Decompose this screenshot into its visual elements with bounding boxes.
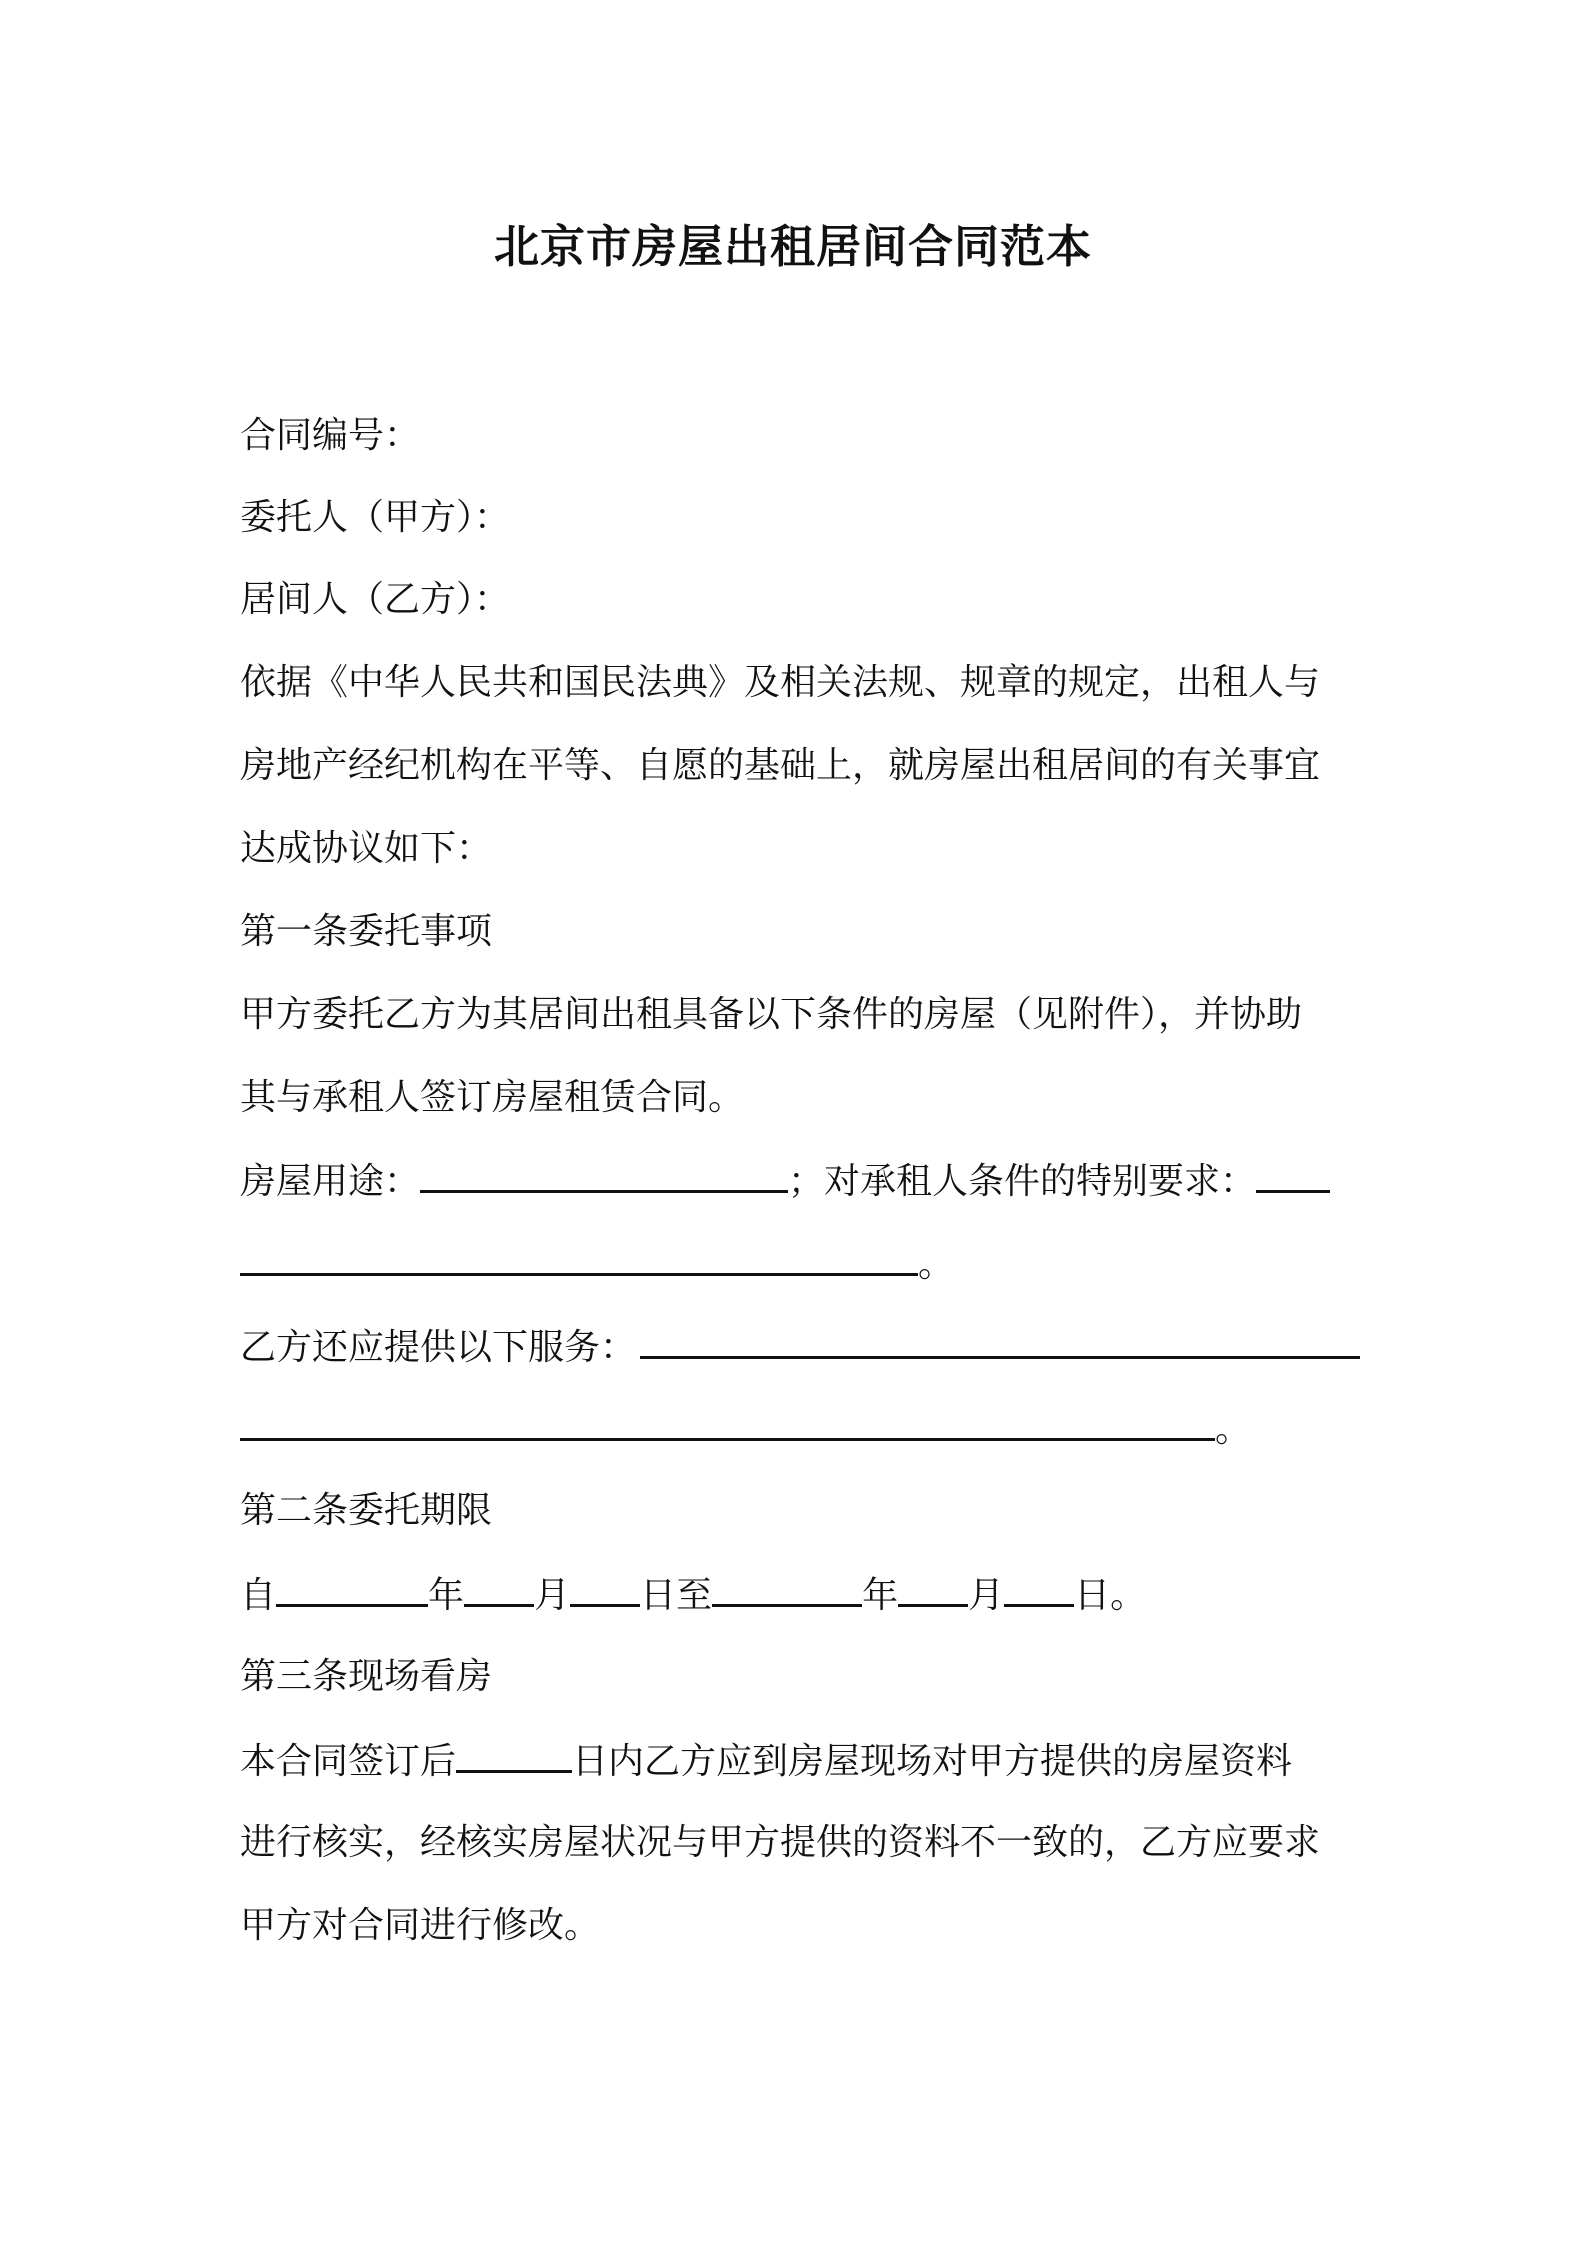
term-row (240, 1566, 1360, 1622)
start-year-blank[interactable] (276, 1566, 428, 1607)
usage-row (240, 1152, 1360, 1208)
party-a-label: 委托人（甲方）： (240, 497, 511, 538)
article1-body-line: 甲方委托乙方为其居间出租具备以下条件的房屋（见附件），并协助 (240, 994, 1303, 1035)
end-year-blank[interactable] (712, 1566, 862, 1607)
year-label: 年 (428, 1575, 465, 1616)
usage-blank[interactable] (420, 1152, 788, 1193)
usage-label: 房屋用途： (240, 1161, 421, 1202)
requirement-label: ；对承租人条件的特别要求： (788, 1161, 1257, 1202)
year-label: 年 (862, 1575, 899, 1616)
requirement-blank-continued[interactable] (240, 1235, 918, 1276)
preamble-line: 房地产经纪机构在平等、自愿的基础上，就房屋出租居间的有关事宜 (240, 745, 1321, 786)
article1-heading: 第一条委托事项 (240, 911, 493, 952)
document-title: 北京市房屋出租居间合同范本 (493, 220, 1092, 273)
preamble-line: 依据《中华人民共和国民法典》及相关法规、规章的规定，出租人与 (240, 662, 1321, 703)
requirement-blank[interactable] (1256, 1152, 1330, 1193)
requirement-continuation-row (240, 1235, 1360, 1291)
contract-number-label: 合同编号： (240, 415, 421, 456)
article3-body-line: 进行核实，经核实房屋状况与甲方提供的资料不一致的，乙方应要求 (240, 1822, 1321, 1863)
article3-body-line: 甲方对合同进行修改。 (240, 1905, 601, 1946)
article2-heading: 第二条委托期限 (240, 1490, 493, 1531)
service-label: 乙方还应提供以下服务： (240, 1327, 637, 1368)
article3-heading: 第三条现场看房 (240, 1656, 493, 1697)
service-continuation-row (240, 1400, 1360, 1456)
month-label: 月 (968, 1575, 1005, 1616)
period-mark: 。 (1215, 1409, 1252, 1450)
party-b-label: 居间人（乙方）： (240, 579, 511, 620)
service-blank[interactable] (640, 1318, 1360, 1359)
service-row (240, 1318, 1360, 1374)
end-month-blank[interactable] (898, 1566, 968, 1607)
month-label: 月 (534, 1575, 571, 1616)
start-day-blank[interactable] (570, 1566, 640, 1607)
article3-first-rest: 日内乙方应到房屋现场对甲方提供的房屋资料 (572, 1741, 1293, 1782)
service-blank-continued[interactable] (240, 1400, 1215, 1441)
start-month-blank[interactable] (464, 1566, 534, 1607)
day-to-label: 日至 (640, 1575, 713, 1616)
end-day-blank[interactable] (1004, 1566, 1074, 1607)
day-label: 日。 (1074, 1575, 1147, 1616)
from-label: 自 (240, 1575, 277, 1616)
article1-body-line: 其与承租人签订房屋租赁合同。 (240, 1077, 745, 1118)
article3-first-row (240, 1732, 1360, 1788)
signed-after-label: 本合同签订后 (240, 1741, 457, 1782)
preamble-line: 达成协议如下： (240, 828, 493, 869)
period-mark: 。 (918, 1244, 955, 1285)
days-blank[interactable] (456, 1732, 572, 1773)
